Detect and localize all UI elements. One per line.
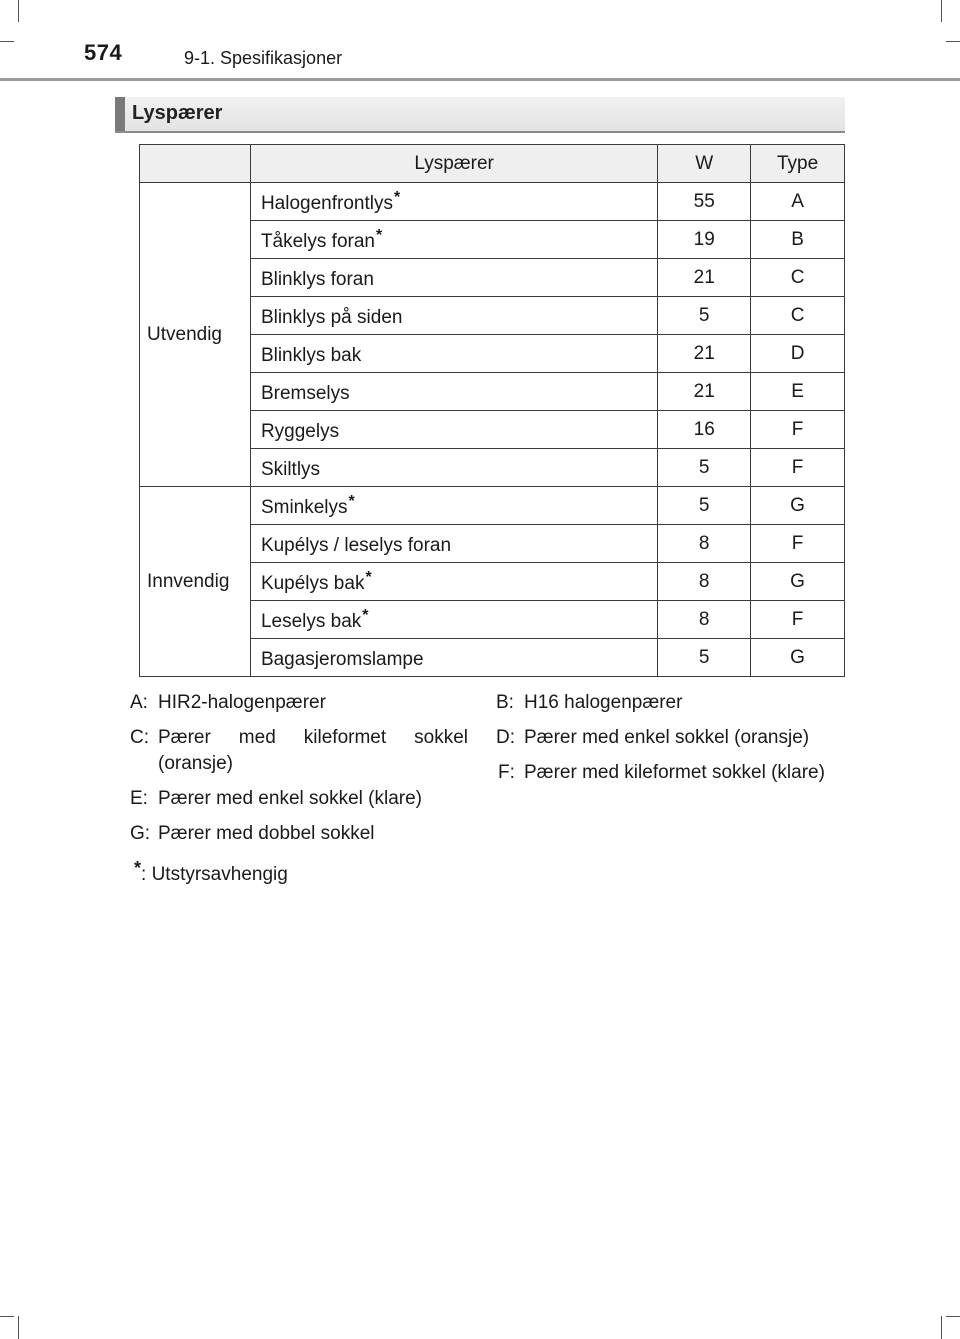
legend-item-b [496,690,834,716]
column-header: Lyspærer [250,145,657,183]
legend-key: G: [130,823,151,844]
bulb-watt: 16 [658,411,751,449]
bulb-type: F [751,411,845,449]
bulb-watt: 55 [658,183,751,221]
bulb-watt: 19 [658,221,751,259]
legend-key: E: [130,788,148,809]
bulb-table [139,144,845,677]
group-label: Innvendig [140,487,251,677]
legend-item-d [496,725,834,751]
column-header: Type [751,145,845,183]
legend-text: Pærer med enkel sokkel (oransje) [524,727,810,748]
banner-accent-bar [115,97,125,131]
bulb-watt: 5 [658,639,751,677]
legend-key: A: [130,692,148,713]
page-header [0,0,960,80]
footnote-marker: * [348,492,355,510]
crop-mark [18,1316,19,1339]
column-header [140,145,251,183]
footnote-marker: * [365,568,372,586]
bulb-type: A [751,183,845,221]
footnote-marker: * [393,188,401,206]
legend-text: Pærer med kileformet sokkel (klare) [524,762,825,783]
footnote-marker: * [362,606,369,624]
bulb-name: Leselys bak* [250,601,657,639]
column-header: W [658,145,751,183]
legend-key: F: [498,762,515,783]
table-row [140,183,845,221]
bulb-name: Sminkelys* [250,487,657,525]
bulb-watt: 21 [658,259,751,297]
group-label: Utvendig [140,183,251,487]
bulb-watt: 21 [658,335,751,373]
bulb-watt: 5 [658,487,751,525]
bulb-watt: 8 [658,525,751,563]
legend-key: D: [496,727,515,748]
legend-item-e [130,786,468,812]
bulb-watt: 21 [658,373,751,411]
legend-text: H16 halogenpærer [524,692,683,713]
bulb-name: Ryggelys [250,411,657,449]
table-header-row [140,145,845,183]
legend-text: Pærer med kileformet sokkel (oransje) [158,727,468,774]
bulb-type: G [751,639,845,677]
footnote [134,855,472,885]
legend-key: C: [130,727,149,748]
crop-mark [0,1316,14,1317]
bulb-type: G [751,487,845,525]
bulb-type: F [751,601,845,639]
legend-text: Pærer med dobbel sokkel [158,823,375,844]
legend-text: HIR2-halogenpærer [158,692,326,713]
bulb-type: F [751,449,845,487]
bulb-type: E [751,373,845,411]
bulb-name: Blinklys foran [250,259,657,297]
bulb-watt: 8 [658,563,751,601]
section-title: 9-1. Spesifikasjoner [184,48,343,68]
crop-mark [946,1316,960,1317]
footnote-marker: * [375,226,383,244]
header-divider [0,78,960,81]
bulb-watt: 8 [658,601,751,639]
bulb-name: Skiltlys [250,449,657,487]
bulb-type: F [751,525,845,563]
bulb-type: B [751,221,845,259]
bulb-type: D [751,335,845,373]
bulb-name: Halogenfrontlys* [250,183,657,221]
legend-item-c [130,725,468,777]
bulb-name: Tåkelys foran* [250,221,657,259]
section-banner [115,97,845,133]
legend-item-g [130,821,468,847]
bulb-name: Bagasjeromslampe [250,639,657,677]
bulb-name: Kupélys bak* [250,563,657,601]
bulb-type: C [751,297,845,335]
legend-text: Pærer med enkel sokkel (klare) [158,788,422,809]
legend-key: B: [496,692,514,713]
legend-item-a [130,690,468,716]
bulb-watt: 5 [658,449,751,487]
bulb-name: Bremselys [250,373,657,411]
footnote-text: : Utstyrsavhengig [141,864,288,885]
banner-title: Lyspærer [132,102,223,124]
bulb-type: G [751,563,845,601]
footnote-marker: * [134,858,142,878]
crop-mark [941,1316,942,1339]
bulb-name: Blinklys bak [250,335,657,373]
bulb-watt: 5 [658,297,751,335]
page-number: 574 [84,40,123,65]
bulb-name: Blinklys på siden [250,297,657,335]
table-row [140,487,845,525]
bulb-name: Kupélys / leselys foran [250,525,657,563]
legend-item-f [498,760,834,812]
bulb-type: C [751,259,845,297]
